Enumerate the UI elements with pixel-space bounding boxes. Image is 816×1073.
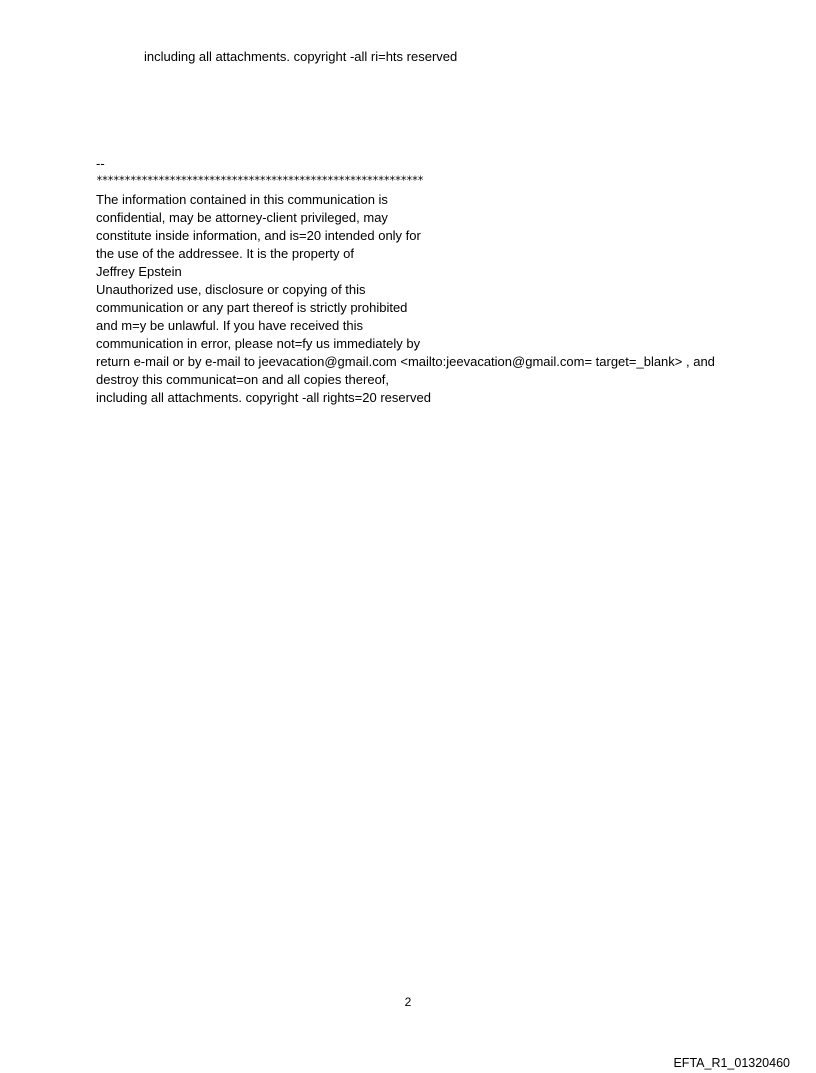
disclaimer-line: Jeffrey Epstein [96,264,182,279]
quoted-copyright-line: including all attachments. copyright -all ri=hts reserved [144,49,458,64]
disclaimer-line: communication or any part thereof is strictly prohibited [96,300,408,315]
disclaimer-line: the use of the addressee. It is the property of [96,246,354,261]
bates-number: EFTA_R1_01320460 [673,1056,790,1070]
disclaimer-line: confidential, may be attorney-client privileged, may [96,210,388,225]
disclaimer-line: and m=y be unlawful. If you have received this [96,318,364,333]
signature-separator: -- [96,156,105,171]
disclaimer-line: destroy this communicat=on and all copies thereof, [96,372,390,387]
disclaimer-line: communication in error, please not=fy us immediately by [96,336,421,351]
disclaimer-line: constitute inside information, and is=20 intended only for [96,228,421,243]
disclaimer-line: including all attachments. copyright -all rights=20 reserved [96,390,431,405]
confidentiality-disclaimer [96,191,715,407]
disclaimer-line: return e-mail or by e-mail to jeevacation@gmail.com <mailto:jeevacation@gmail.com= target=_blank> , and [96,354,715,369]
asterisk-divider: ********************************************************** [96,174,423,187]
disclaimer-line: The information contained in this communication is [96,192,388,207]
disclaimer-line: Unauthorized use, disclosure or copying of this [96,282,366,297]
page-number: 2 [404,995,412,1009]
